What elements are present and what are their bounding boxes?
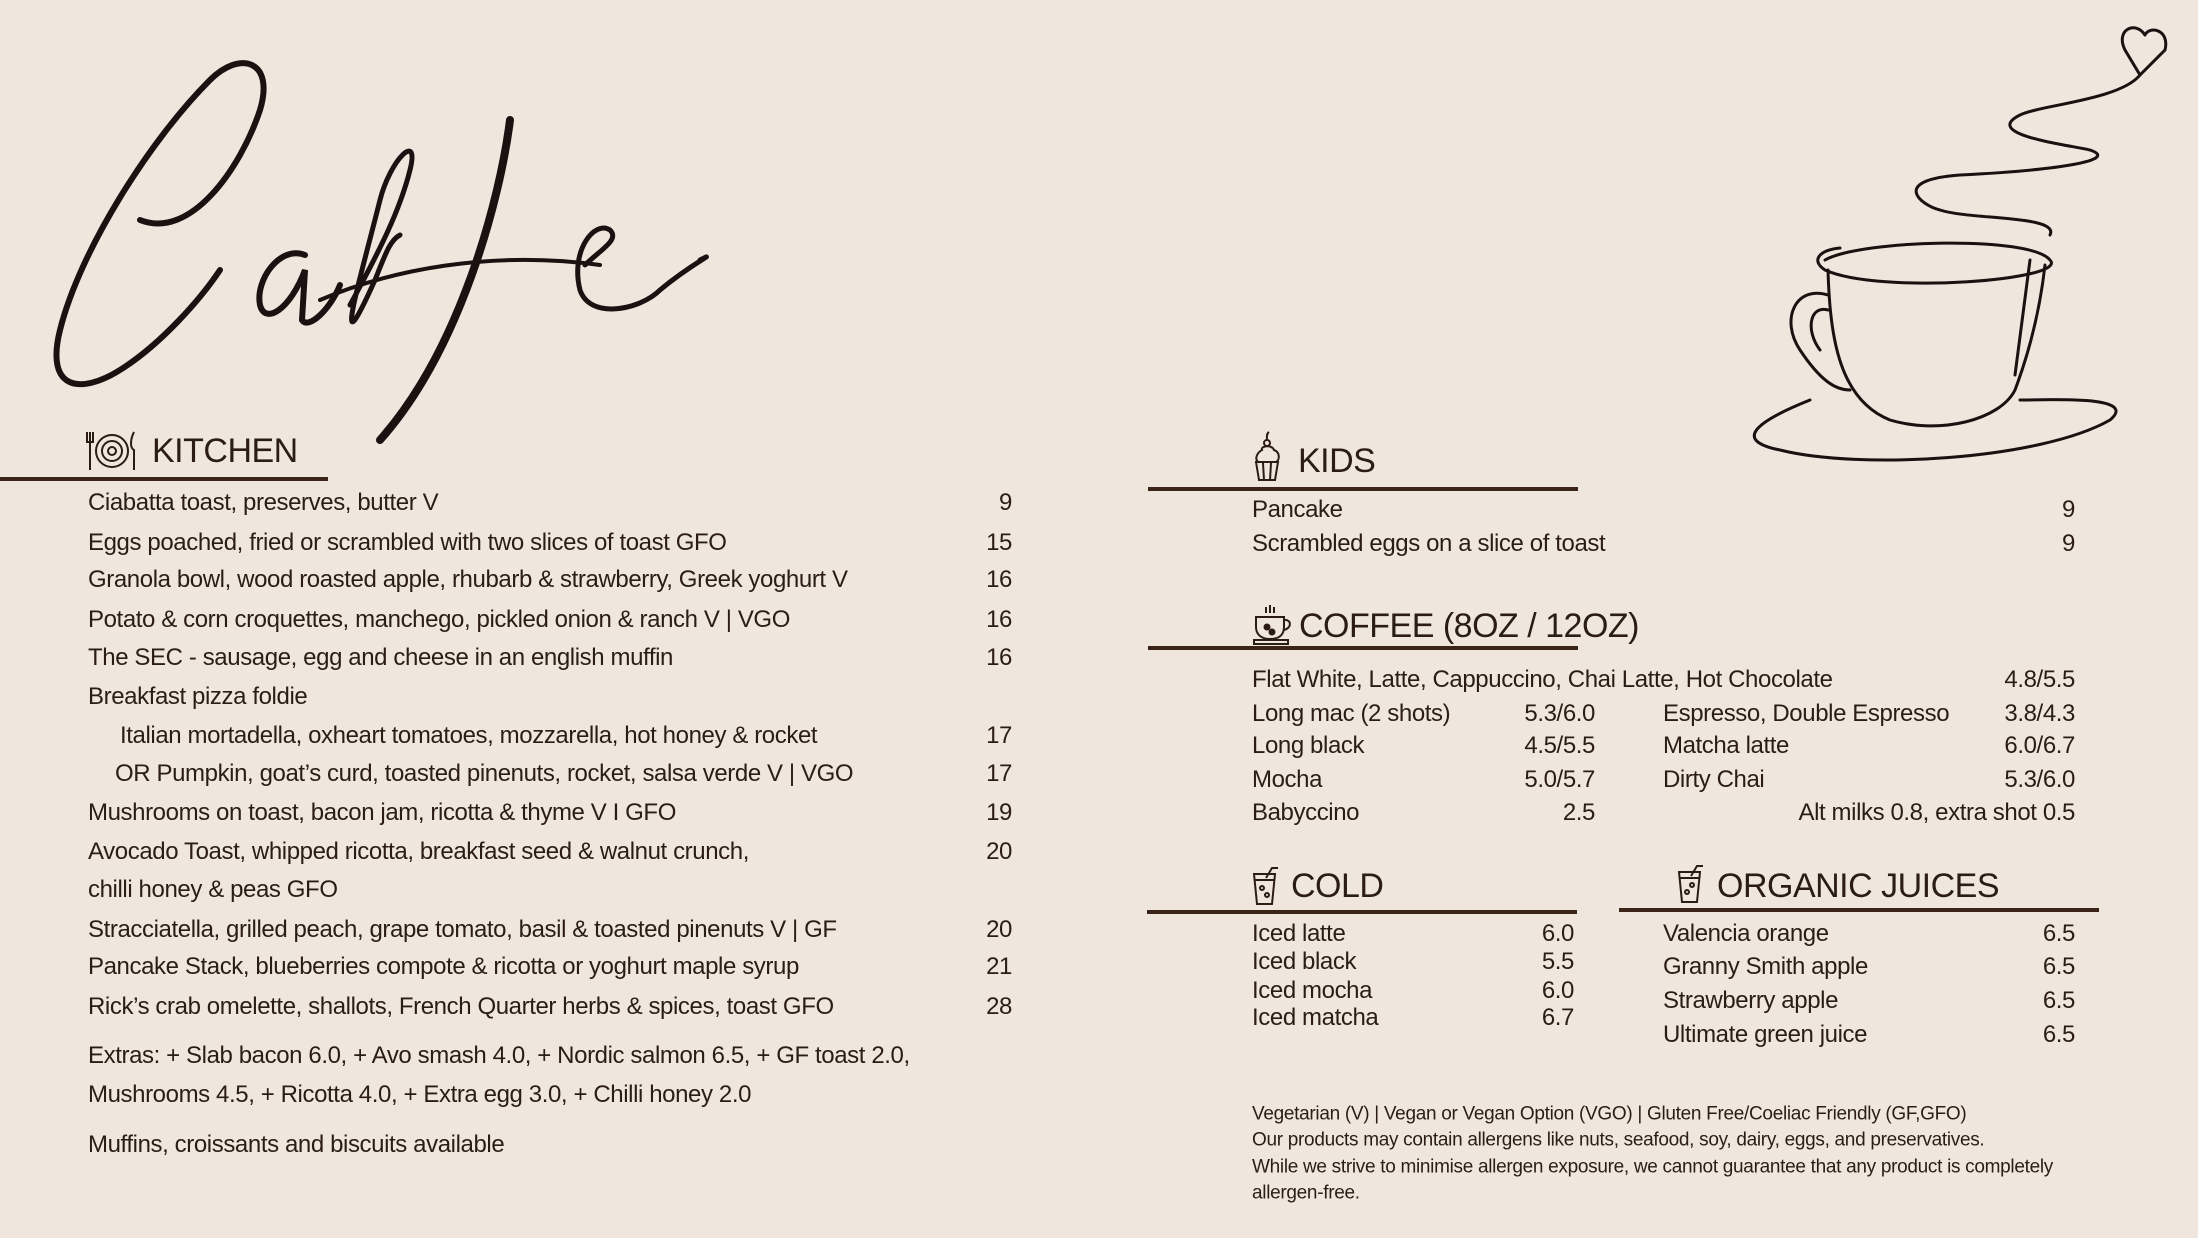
kitchen-item-name: Potato & corn croquettes, manchego, pickled onion & ranch V | VGO bbox=[88, 606, 790, 633]
kids-item-name: Pancake bbox=[1252, 496, 1343, 523]
coffee-item-name: Espresso, Double Espresso bbox=[1663, 700, 1950, 727]
coffee-item-name: Long black bbox=[1252, 732, 1365, 759]
kitchen-item-price: 17 bbox=[986, 760, 1012, 787]
kitchen-note: Muffins, croissants and biscuits available bbox=[88, 1131, 505, 1158]
kitchen-item-name: Breakfast pizza foldie bbox=[88, 683, 308, 710]
coffee-cup-illustration bbox=[1740, 20, 2160, 460]
coffee-item-price: 5.0/5.7 bbox=[1524, 766, 1595, 793]
kitchen-item-price: 21 bbox=[986, 953, 1012, 980]
kitchen-item-name: Mushrooms on toast, bacon jam, ricotta & thyme V I GFO bbox=[88, 799, 676, 826]
coffee-item-name: Mocha bbox=[1252, 766, 1323, 793]
juice-item-price: 6.5 bbox=[2042, 920, 2075, 947]
juice-item-name: Valencia orange bbox=[1663, 920, 1829, 947]
coffee-heading: COFFEE (8OZ / 12OZ) bbox=[1299, 607, 1639, 645]
cold-item-price: 6.0 bbox=[1541, 920, 1574, 947]
cold-divider bbox=[1147, 910, 1577, 914]
kitchen-item-price: 9 bbox=[999, 489, 1012, 516]
kids-divider bbox=[1148, 487, 1578, 491]
allergen-notice-line-2: While we strive to minimise allergen exposure, we cannot guarantee that any product is completely bbox=[1252, 1156, 2053, 1178]
kitchen-item-name: Avocado Toast, whipped ricotta, breakfast seed & walnut crunch, bbox=[88, 838, 749, 865]
kitchen-heading: KITCHEN bbox=[152, 432, 298, 470]
coffee-item-price: 4.5/5.5 bbox=[1524, 732, 1595, 759]
allergen-notice-line-3: allergen-free. bbox=[1252, 1182, 1360, 1204]
coffee-item-price: 3.8/4.3 bbox=[2004, 700, 2075, 727]
kitchen-item-price: 16 bbox=[986, 606, 1012, 633]
kitchen-extras-line-1: Extras: + Slab bacon 6.0, + Avo smash 4.0, + Nordic salmon 6.5, + GF toast 2.0, bbox=[88, 1042, 910, 1069]
kitchen-item-price: 28 bbox=[986, 993, 1012, 1020]
iced-drink-icon bbox=[1252, 866, 1280, 906]
cold-item-name: Iced mocha bbox=[1252, 977, 1373, 1004]
juice-item-name: Ultimate green juice bbox=[1663, 1021, 1868, 1048]
juices-divider bbox=[1619, 908, 2099, 912]
kids-item-price: 9 bbox=[2062, 530, 2075, 557]
coffee-cup-icon bbox=[1252, 605, 1296, 645]
kitchen-item-name: Granola bowl, wood roasted apple, rhubarb & strawberry, Greek yoghurt V bbox=[88, 566, 848, 593]
cold-heading: COLD bbox=[1291, 867, 1384, 905]
kitchen-item-name: Rick’s crab omelette, shallots, French Quarter herbs & spices, toast GFO bbox=[88, 993, 834, 1020]
juice-item-price: 6.5 bbox=[2042, 953, 2075, 980]
coffee-item-price: 2.5 bbox=[1562, 799, 1595, 826]
cold-item-name: Iced black bbox=[1252, 948, 1357, 975]
coffee-addons: Alt milks 0.8, extra shot 0.5 bbox=[1798, 799, 2075, 826]
kids-item-name: Scrambled eggs on a slice of toast bbox=[1252, 530, 1606, 557]
kitchen-item-name: OR Pumpkin, goat’s curd, toasted pinenuts, rocket, salsa verde V | VGO bbox=[115, 760, 854, 787]
kitchen-item-price: 20 bbox=[986, 916, 1012, 943]
kitchen-item-name: Pancake Stack, blueberries compote & ricotta or yoghurt maple syrup bbox=[88, 953, 799, 980]
kids-item-price: 9 bbox=[2062, 496, 2075, 523]
coffee-item-name: Matcha latte bbox=[1663, 732, 1789, 759]
coffee-item-name: Babyccino bbox=[1252, 799, 1360, 826]
juices-heading: ORGANIC JUICES bbox=[1717, 867, 2000, 905]
dietary-legend: Vegetarian (V) | Vegan or Vegan Option (VGO) | Gluten Free/Coeliac Friendly (GF,GFO) bbox=[1252, 1103, 1967, 1125]
kitchen-item-name: Eggs poached, fried or scrambled with two slices of toast GFO bbox=[88, 529, 727, 556]
coffee-item-name: Flat White, Latte, Cappuccino, Chai Latte, Hot Chocolate bbox=[1252, 666, 1833, 693]
cold-item-price: 5.5 bbox=[1541, 948, 1574, 975]
cupcake-icon bbox=[1252, 430, 1282, 482]
kitchen-extras-line-2: Mushrooms 4.5, + Ricotta 4.0, + Extra egg 3.0, + Chilli honey 2.0 bbox=[88, 1081, 752, 1108]
kitchen-item-price: 17 bbox=[986, 722, 1012, 749]
cold-item-name: Iced matcha bbox=[1252, 1004, 1379, 1031]
allergen-notice-line-1: Our products may contain allergens like nuts, seafood, soy, dairy, eggs, and preservatives. bbox=[1252, 1129, 1985, 1151]
coffee-item-price: 4.8/5.5 bbox=[2004, 666, 2075, 693]
juice-glass-icon bbox=[1677, 864, 1705, 904]
kitchen-item-name: chilli honey & peas GFO bbox=[88, 876, 338, 903]
plate-cutlery-icon bbox=[86, 430, 138, 472]
juice-item-name: Granny Smith apple bbox=[1663, 953, 1868, 980]
kitchen-item-price: 19 bbox=[986, 799, 1012, 826]
coffee-item-price: 5.3/6.0 bbox=[1524, 700, 1595, 727]
coffee-item-price: 5.3/6.0 bbox=[2004, 766, 2075, 793]
juice-item-price: 6.5 bbox=[2042, 1021, 2075, 1048]
kitchen-item-name: Ciabatta toast, preserves, butter V bbox=[88, 489, 439, 516]
cold-item-name: Iced latte bbox=[1252, 920, 1346, 947]
coffee-item-name: Long mac (2 shots) bbox=[1252, 700, 1451, 727]
kitchen-item-price: 20 bbox=[986, 838, 1012, 865]
kitchen-item-name: Stracciatella, grilled peach, grape tomato, basil & toasted pinenuts V | GF bbox=[88, 916, 837, 943]
kids-heading: KIDS bbox=[1298, 442, 1376, 480]
cold-item-price: 6.7 bbox=[1541, 1004, 1574, 1031]
cafe-title-logo bbox=[40, 50, 760, 470]
coffee-item-price: 6.0/6.7 bbox=[2004, 732, 2075, 759]
cold-item-price: 6.0 bbox=[1541, 977, 1574, 1004]
coffee-item-name: Dirty Chai bbox=[1663, 766, 1765, 793]
kitchen-item-name: The SEC - sausage, egg and cheese in an english muffin bbox=[88, 644, 674, 671]
kitchen-item-price: 16 bbox=[986, 566, 1012, 593]
kitchen-item-price: 16 bbox=[986, 644, 1012, 671]
juice-item-name: Strawberry apple bbox=[1663, 987, 1839, 1014]
kitchen-divider bbox=[0, 477, 328, 481]
coffee-divider bbox=[1148, 646, 1578, 650]
kitchen-item-name: Italian mortadella, oxheart tomatoes, mozzarella, hot honey & rocket bbox=[120, 722, 818, 749]
kitchen-item-price: 15 bbox=[986, 529, 1012, 556]
juice-item-price: 6.5 bbox=[2042, 987, 2075, 1014]
